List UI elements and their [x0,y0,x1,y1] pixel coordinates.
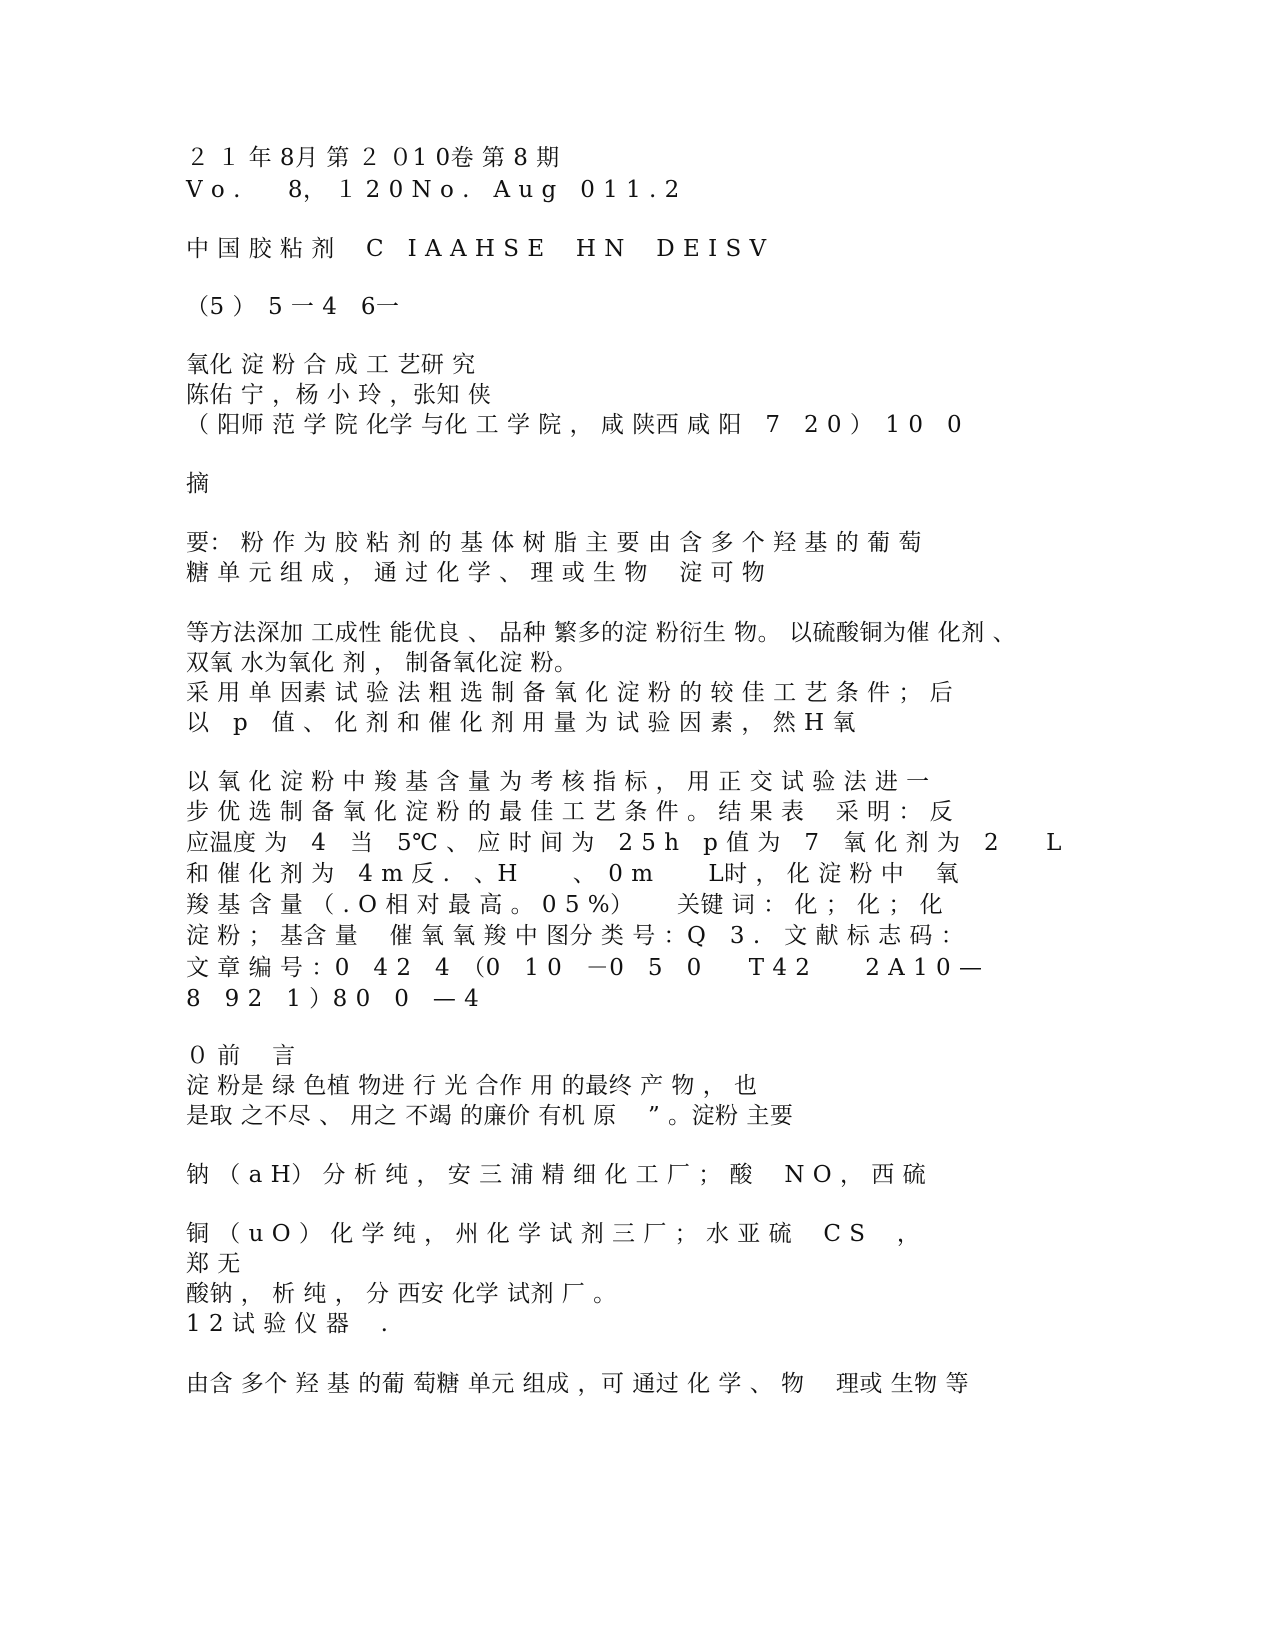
abstract-line: 和 催 化 剂 为 4 m 反 . 、H 、 0 m L时 ， 化 淀 粉 中 氧 [186,861,960,887]
article-affiliation: （ 阳师 范 学 院 化学 与化 工 学 院 ， 咸 陕西 咸 阳 7 2 0 ） 1 0 0 [186,412,963,438]
abstract-line: 文 章 编 号 ：0 4 2 4 （0 1 0 －0 5 0 T 4 2 2 A 1 0 — [186,955,983,981]
abstract-line: 应温度 为 4 当 5℃ 、 应 时 间 为 2 5 h p 值 为 7 氧 化 剂 为 2 L [186,830,1062,856]
page-range: （5 ） 5 一 4 6一 [186,294,400,320]
abstract-line: 羧 基 含 量 （ . O 相 对 最 高 。 0 5 %） 关键 词 ： 化 ； 化 ； 化 [186,892,944,918]
body-line: 钠 （ a H） 分 析 纯 ， 安 三 浦 精 细 化 工 厂 ； 酸 N O ， 西 硫 [186,1162,927,1188]
abstract-line: 双氧 水为氧化 剂 ， 制备氧化淀 粉。 [186,650,578,676]
body-line: 酸钠 ， 析 纯 ， 分 西安 化学 试剂 厂 。 [186,1281,617,1307]
abstract-line: 步 优 选 制 备 氧 化 淀 粉 的 最 佳 工 艺 条 件 。 结 果 表 采 明 ： 反 [186,799,954,825]
abstract-line: 以 p 值 、 化 剂 和 催 化 剂 用 量 为 试 验 因 素 ， 然 H 氧 [186,710,856,736]
abstract-line: 等方法深加 工成性 能优良 、 品种 繁多的淀 粉衍生 物。 以硫酸铜为催 化剂 、 [186,620,1017,646]
body-line: 郑 无 [186,1251,241,1277]
issue-info-en: V o . 8， １ 2 0 N o . A u g 0 1 1 . 2 [186,177,680,203]
article-title: 氧化 淀 粉 合 成 工 艺研 究 [186,352,476,378]
abstract-line: 以 氧 化 淀 粉 中 羧 基 含 量 为 考 核 指 标 ， 用 正 交 试 验 法 进 一 [186,769,930,795]
abstract-line: 淀 粉 ； 基含 量 催 氧 氧 羧 中 图分 类 号 ：Q 3 . 文 献 标 志 码 ： [186,923,965,949]
article-authors: 陈佑 宁 ，杨 小 玲 ，张知 侠 [186,382,492,408]
abstract-line: 8 9 2 1 ）8 0 0 — 4 [186,986,480,1012]
abstract-line: 要： 粉 作 为 胶 粘 剂 的 基 体 树 脂 主 要 由 含 多 个 羟 基 的 葡 萄 [186,530,922,556]
abstract-line: 糖 单 元 组 成 ， 通 过 化 学 、 理 或 生 物 淀 可 物 [186,560,766,586]
abstract-line: 采 用 单 因素 试 验 法 粗 选 制 备 氧 化 淀 粉 的 较 佳 工 艺 条 件 ； 后 [186,680,954,706]
abstract-heading: 摘 [186,471,210,497]
body-line: 淀 粉是 绿 色植 物进 行 光 合作 用 的最终 产 物 ， 也 [186,1073,758,1099]
body-line: 1 2 试 验 仪 器 . [186,1311,389,1337]
journal-name: 中 国 胶 粘 剂 C I A A H S E H N D E I S V [186,236,767,262]
issue-info-cn: ２ １ 年 8月 第 ２ ０1 0卷 第 8 期 [186,145,560,171]
section-heading: ０ 前 言 [186,1043,296,1069]
body-line: 铜 （ u O ） 化 学 纯 ， 州 化 学 试 剂 三 厂 ； 水 亚 硫 C S ， [186,1221,921,1247]
body-line: 由含 多个 羟 基 的葡 萄糖 单元 组成 ，可 通过 化 学 、 物 理或 生物 等 [186,1371,969,1397]
body-line: 是取 之不尽 、 用之 不竭 的廉价 有机 原 ” 。淀粉 主要 [186,1103,794,1129]
